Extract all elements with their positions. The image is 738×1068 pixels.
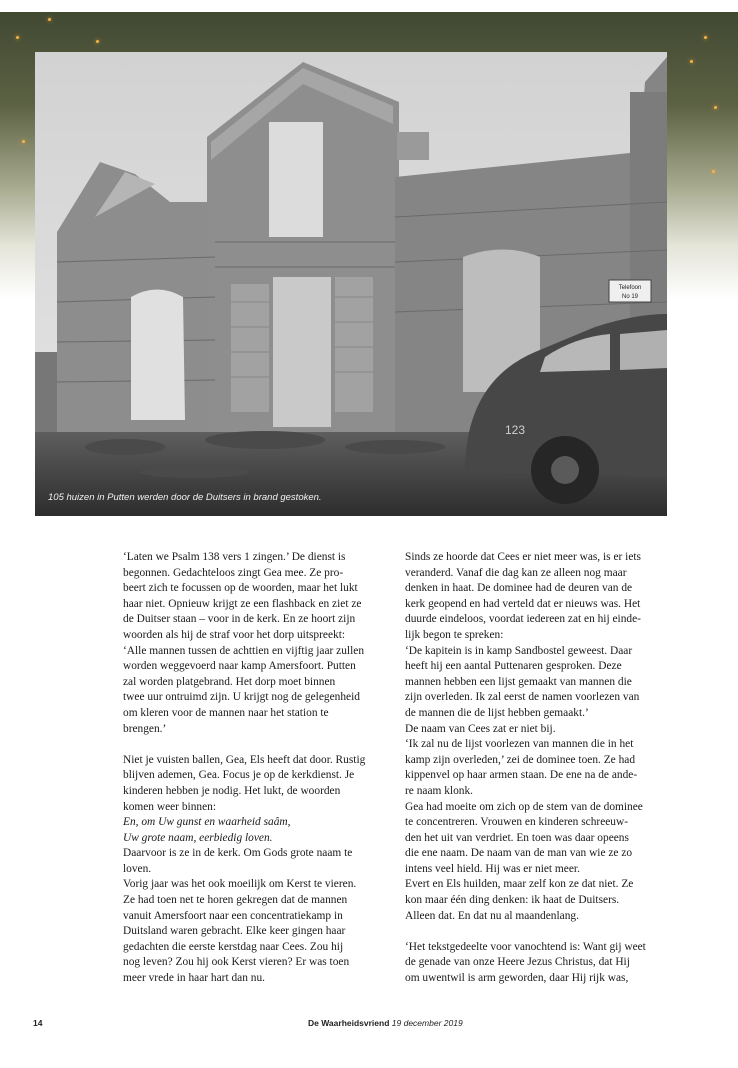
photo-illustration bbox=[35, 52, 667, 516]
spark-decoration bbox=[96, 40, 99, 43]
article-left-column bbox=[123, 550, 375, 987]
text-line: kon maar één ding denken: ik haat de Duitsers. bbox=[405, 894, 620, 907]
text-line: Duitsland waren gebracht. Elke keer gingen haar bbox=[123, 925, 346, 938]
spark-decoration bbox=[16, 36, 19, 39]
text-line: vanuit Amersfoort naar een concentratiekamp in bbox=[123, 909, 343, 922]
text-line: intens veel hield. Hij was er niet meer. bbox=[405, 862, 580, 875]
text-line: brengen.’ bbox=[123, 722, 167, 735]
text-line: om uwentwil is arm geworden, daar Hij rijk was, bbox=[405, 972, 629, 985]
text-line: kinderen hebben je nodig. Het lukt, de woorden bbox=[123, 784, 341, 797]
psalm-quote-line: Uw grote naam, eerbiedig loven. bbox=[123, 831, 273, 844]
text-line: haar niet. Opnieuw krijgt ze een flashback en ziet ze bbox=[123, 597, 362, 610]
text-line: heeft hij een aantal Puttenaren gesproken. Deze bbox=[405, 660, 622, 673]
text-line: Alleen dat. En dat nu al maandenlang. bbox=[405, 909, 579, 922]
ruined-house-photo bbox=[35, 52, 667, 516]
paragraph-gap bbox=[123, 737, 375, 753]
car-hubcap bbox=[551, 456, 579, 484]
text-line: den het uit van verdriet. En toen was daar opeens bbox=[405, 831, 629, 844]
spark-decoration bbox=[712, 170, 715, 173]
text-line: lijk begon te spreken: bbox=[405, 628, 504, 641]
phone-sign-number: No 19 bbox=[621, 294, 639, 300]
spark-decoration bbox=[690, 60, 693, 63]
paragraph-gap bbox=[405, 924, 657, 940]
text-line: ‘Alle mannen tussen de achttien en vijftig jaar zullen bbox=[123, 644, 365, 657]
text-line: mannen hebben een lijst gemaakt van mannen die bbox=[405, 675, 632, 688]
text-line: Ze had toen net te horen gekregen dat de mannen bbox=[123, 894, 348, 907]
text-line: zijn overleden. Ik zal eerst de namen voorlezen van bbox=[405, 691, 640, 704]
text-line: Niet je vuisten ballen, Gea, Els heeft dat door. Rustig bbox=[123, 753, 366, 766]
text-line: zal worden platgebrand. Het dorp moet binnen bbox=[123, 675, 336, 688]
spark-decoration bbox=[48, 18, 51, 21]
psalm-quote-line: En, om Uw gunst en waarheid saâm, bbox=[123, 816, 291, 829]
text-line: denken in haat. De dominee had de deuren van de bbox=[405, 582, 633, 595]
photo-caption: 105 huizen in Putten werden door de Duitsers in brand gestoken. bbox=[48, 492, 322, 503]
spark-decoration bbox=[22, 140, 25, 143]
text-line: Gea had moeite om zich op de stem van de dominee bbox=[405, 800, 643, 813]
footer-publication bbox=[308, 1018, 463, 1028]
text-line: gedachten die eerste kerstdag naar Cees. Zou hij bbox=[123, 940, 344, 953]
magazine-name: De Waarheidsvriend bbox=[308, 1018, 390, 1028]
text-line: De naam van Cees zat er niet bij. bbox=[405, 722, 556, 735]
door-opening bbox=[273, 277, 331, 427]
text-line: Daarvoor is ze in de kerk. Om Gods grote naam te bbox=[123, 847, 353, 860]
text-line: beert zich te focussen op de woorden, maar het lukt bbox=[123, 582, 358, 595]
text-line: ‘Het tekstgedeelte voor vanochtend is: Want gij weet bbox=[405, 940, 646, 953]
text-line: Sinds ze hoorde dat Cees er niet meer was, is er iets bbox=[405, 551, 641, 563]
car-chalk-number: 123 bbox=[505, 423, 526, 437]
page-number: 14 bbox=[33, 1018, 43, 1028]
text-line: de mannen die de lijst hebben gemaakt.’ bbox=[405, 706, 589, 719]
car-rear-window bbox=[620, 330, 667, 370]
text-line: veranderd. Vanaf die dag kan ze alleen nog maar bbox=[405, 566, 627, 579]
left-window-opening bbox=[131, 290, 185, 421]
spark-decoration bbox=[714, 106, 717, 109]
text-line: ‘Ik zal nu de lijst voorlezen van mannen die in het bbox=[405, 738, 634, 751]
text-line: komen weer binnen: bbox=[123, 800, 216, 813]
text-line: duurde eindeloos, voordat iedereen zat en hij einde- bbox=[405, 613, 641, 626]
text-line: ‘Laten we Psalm 138 vers 1 zingen.’ De dienst is bbox=[123, 551, 346, 563]
top-margin-strip bbox=[0, 0, 738, 12]
text-line: ‘De kapitein is in kamp Sandbostel geweest. Daar bbox=[405, 644, 633, 657]
text-line: nog leven? Zou hij ook Kerst vieren? Er was toen bbox=[123, 956, 350, 969]
upper-window-opening bbox=[269, 122, 323, 237]
chimney bbox=[397, 132, 429, 160]
text-line: de Duitser staan – voor in de kerk. En ze hoort zijn bbox=[123, 613, 356, 626]
text-line: worden weggevoerd naar kamp Amersfoort. Putten bbox=[123, 660, 356, 673]
text-line: kippenvel op haar armen staan. De ene na de ande- bbox=[405, 769, 638, 782]
text-line: Vorig jaar was het ook moeilijk om Kerst te vieren. bbox=[123, 878, 357, 891]
text-line: Evert en Els huilden, maar zelf kon ze dat niet. Ze bbox=[405, 878, 634, 891]
text-line: begonnen. Gedachteloos zingt Gea mee. Ze pro- bbox=[123, 566, 344, 579]
text-line: die ene naam. De naam van de man van wie ze zo bbox=[405, 847, 633, 860]
text-line: woorden als hij de straf voor het dorp uitspreekt: bbox=[123, 628, 346, 641]
left-pilaster bbox=[231, 284, 269, 412]
text-line: re naam klonk. bbox=[405, 784, 474, 797]
article-right-column bbox=[405, 550, 657, 987]
text-line: kamp zijn overleden,’ zei de dominee toen. Ze had bbox=[405, 753, 636, 766]
spark-decoration bbox=[704, 36, 707, 39]
text-line: meer vrede in haar hart dan nu. bbox=[123, 972, 265, 985]
text-line: blijven ademen, Gea. Focus je op de kerkdienst. Je bbox=[123, 769, 355, 782]
issue-date: 19 december 2019 bbox=[391, 1018, 463, 1028]
text-line: de genade van onze Heere Jezus Christus, dat Hij bbox=[405, 956, 630, 969]
text-line: om kleren voor de mannen naar het station te bbox=[123, 706, 329, 719]
text-line: loven. bbox=[123, 862, 152, 875]
text-line: kerk geopend en had verteld dat er nieuws was. Het bbox=[405, 597, 641, 610]
phone-sign-text: Telefoon bbox=[618, 285, 642, 291]
text-line: te concentreren. Vrouwen en kinderen schreeuw- bbox=[405, 816, 629, 829]
text-line: twee uur ontruimd zijn. U krijgt nog de gelegenheid bbox=[123, 691, 360, 704]
